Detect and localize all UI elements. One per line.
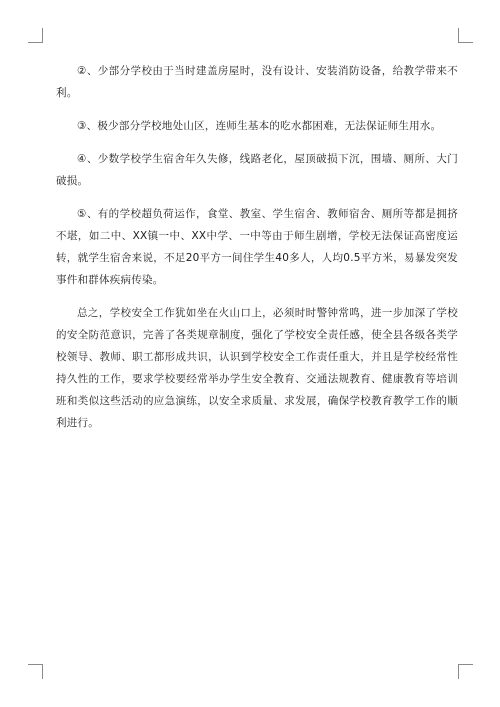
document-body [56,60,458,445]
paragraph-item-5: ⑤、有的学校超负荷运作，食堂、教室、学生宿舍、教师宿舍、厕所等都是拥挤不堪，如二中、XX镇一中、XX中学、一中等由于师生剧增，学校无法保证高密度运转，就学生宿舍来说，不足20平方一间住学生40多人，人均0.5平方米，易暴发突发事件和群体疾病传染。 [56,208,458,286]
crop-mark-top-left [28,28,43,43]
crop-mark-bottom-left [28,664,43,679]
paragraph-summary: 总之，学校安全工作犹如坐在火山口上，必须时时警钟常鸣，进一步加深了学校的安全防范意识，完善了各类规章制度，强化了学校安全责任感，使全县各级各类学校领导、教师、职工都形成共识，认识到学校安全工作责任重大，并且是学校经常性持久性的工作，要求学校要经常举办学生安全教育、交通法规教育、健康教育等培训班和类似这些活动的应急演练，以安全求质量、求发展，确保学校教育教学工作的顺利进行。 [56,307,458,429]
crop-mark-top-right [458,28,473,43]
crop-mark-bottom-right [458,664,473,679]
paragraph-item-2: ②、少部分学校由于当时建盖房屋时，没有设计、安装消防设备，给教学带来不利。 [56,65,458,99]
paragraph-item-4: ④、少数学校学生宿舍年久失修，线路老化，屋顶破损下沉，围墙、厕所、大门破损。 [56,153,458,187]
paragraph-item-3: ③、极少部分学校地处山区，连师生基本的吃水都困难，无法保证师生用水。 [77,120,442,132]
